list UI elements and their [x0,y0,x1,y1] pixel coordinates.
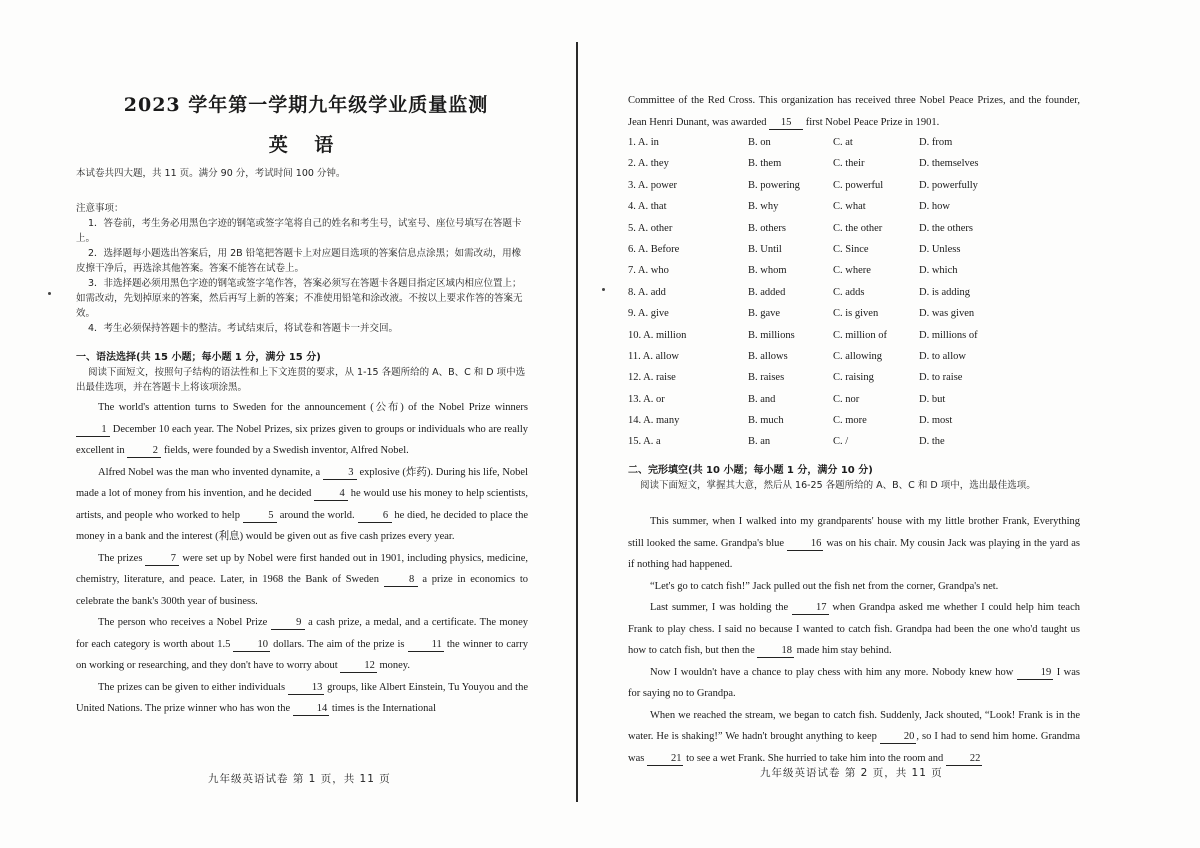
exam-subject: 英 语 [268,134,344,156]
passage-text: dollars. The aim of the prize is [269,638,408,650]
option-choice: C. powerful [833,179,884,191]
option-choice: D. the others [919,222,973,234]
answer-blank: 7 [145,553,179,566]
option-choice: C. more [833,415,867,427]
option-row [628,262,1080,283]
option-choice: D. but [919,393,946,405]
passage-paragraph [628,511,1080,576]
passage-text: the winner to carry on working or researching, and they don't have to worry about [76,638,528,671]
option-choice: B. on [748,137,771,148]
option-choice: 14. A. many [628,415,680,427]
answer-blank: 20 [880,731,917,744]
option-choice: B. powering [748,179,800,191]
option-choice: C. the other [833,222,883,234]
passage-paragraph [628,90,1080,133]
passage-text: The prizes can be given to either individuals [98,681,288,693]
passage-text: to see a wet Frank. She hurried to take him into the room and [683,752,946,764]
option-choice: D. Unless [919,243,961,255]
passage-text: When we reached the stream, we began to catch fish. Suddenly, Jack shouted, “Look! Frank is in the water. He is shaking!” We hadn't brought anything to keep [628,709,1080,742]
option-row [628,369,1080,390]
passage-text: around the world. [276,509,358,521]
option-choice: D. to allow [919,350,966,362]
passage-text: Alfred Nobel was the man who invented dynamite, a [98,466,323,478]
option-choice: B. Until [748,243,782,255]
passage-text: a cash prize, a medal, and a certificate. The money for each category is worth about 1.5 [76,617,528,650]
option-row [628,391,1080,412]
option-choice: C. is given [833,308,879,320]
note-item: 1．答卷前，考生务必用黑色字迹的钢笔或签字笔将自己的姓名和考生号，试室号、座位号填写在答题卡上。 [76,218,522,244]
option-choice: B. allows [748,350,788,362]
option-choice: C. adds [833,286,865,298]
option-choice: 3. A. power [628,179,677,191]
answer-blank: 15 [769,117,803,130]
option-choice: D. powerfully [919,179,978,191]
answer-blank: 21 [647,753,684,766]
passage-continuation [628,90,1080,133]
exam-intro: 本试卷共四大题，共 11 页。满分 90 分，考试时间 100 分钟。 [76,168,346,179]
option-row [628,327,1080,348]
option-choice: C. / [833,436,849,448]
exam-title: 2023 学年第一学期九年级学业质量监测 [123,94,489,116]
option-choice: B. and [748,393,776,405]
answer-blank: 2 [127,445,161,458]
option-choice: 1. A. in [628,137,659,148]
answer-blank: 16 [787,538,824,551]
option-choice: C. at [833,137,853,148]
passage-paragraph [76,397,528,462]
option-row [628,220,1080,241]
note-item: 4．考生必须保持答题卡的整洁。考试结束后，将试卷和答题卡一并交回。 [88,323,399,334]
page-footer: 九年级英语试卷 第 2 页，共 11 页 [760,767,943,779]
passage-text: he would use his money to help scientists, artists, and people who worked to help [76,488,529,521]
option-choice: C. allowing [833,350,882,362]
passage-1 [76,397,528,720]
answer-blank: 17 [792,602,829,615]
note-item: 2．选择题每小题选出答案后，用 2B 铅笔把答题卡上对应题目选项的答案信息点涂黑；如需改动，用橡皮擦干净后，再选涂其他答案。答案不能答在试卷上。 [76,248,522,274]
answer-blank: 19 [1017,667,1054,680]
option-choice: B. raises [748,372,785,384]
answer-blank: 18 [757,645,794,658]
answer-blank: 11 [408,639,444,652]
option-choice: D. how [919,201,950,213]
answer-blank: 3 [323,467,357,480]
passage-text: Committee of the Red Cross. This organization has received three Nobel Peace Prizes, and the founder, Jean Henri Dunant, was awarded [628,95,1080,128]
option-choice: D. is adding [919,286,971,298]
passage-text: was on his chair. My cousin Jack was playing in the yard as if nothing had happened. [628,537,1080,570]
option-choice: C. their [833,158,865,170]
passage-text: I was for saying no to Grandpa. [628,666,1080,699]
option-choice: 15. A. a [628,436,661,448]
option-choice: 13. A. or [628,393,665,405]
answer-blank: 8 [384,574,418,587]
passage-paragraph [76,612,528,677]
answer-blank: 5 [243,510,277,523]
options-list [628,134,1080,455]
option-row [628,198,1080,219]
option-choice: B. an [748,436,771,448]
option-choice: 9. A. give [628,308,669,320]
passage-text: explosive (炸药). During his life, Nobel made a lot of money from his invention, and he decided [76,466,528,499]
option-choice: D. millions of [919,329,978,341]
option-choice: C. Since [833,243,869,255]
answer-blank: 22 [946,753,983,766]
passage-2 [628,511,1080,769]
option-choice: 11. A. allow [628,350,679,362]
passage-paragraph [628,597,1080,662]
option-choice: 4. A. that [628,201,667,213]
section-2-heading: 二、完形填空(共 10 小题；每小题 1 分，满分 10 分) [628,465,873,476]
passage-text: , so I had to send him home. Grandma was [628,731,1080,764]
section-1-instruction: 阅读下面短文，按照句子结构的语法性和上下文连贯的要求，从 1-15 各题所给的 A、B、C 和 D 项中选出最佳选项，并在答题卡上将该项涂黑。 [76,367,526,393]
answer-blank: 6 [358,510,392,523]
passage-text: groups, like Albert Einstein, Tu Youyou and the United Nations. The prize winner who has won the [76,681,528,714]
option-choice: 6. A. Before [628,243,680,255]
option-choice: C. where [833,265,871,277]
note-item: 3．非选择题必须用黑色字迹的钢笔或签字笔作答，答案必须写在答题卡各题目指定区域内相应位置上；如需改动，先划掉原来的答案，然后再写上新的答案；不准使用铅笔和涂改液。不按以上要求作答的答案无效。 [76,278,523,319]
passage-text: fields, were founded by a Swedish inventor, Alfred Nobel. [161,445,409,456]
page-footer: 九年级英语试卷 第 1 页，共 11 页 [208,773,391,785]
option-choice: 10. A. million [628,329,687,341]
passage-text: money. [376,660,410,671]
section-1-heading: 一、语法选择(共 15 小题；每小题 1 分，满分 15 分) [76,352,321,363]
option-row [628,134,1080,155]
answer-blank: 13 [288,682,325,695]
option-choice: D. from [919,137,953,148]
option-choice: B. much [748,415,784,427]
option-choice: B. them [748,158,782,170]
passage-text: times is the International [329,703,436,714]
section-2 [628,463,1080,493]
option-row [628,241,1080,262]
page-divider [576,42,578,802]
passage-text: were set up by Nobel were first handed out in 1901, including physics, medicine, chemistry, literature, and peace. Later, in 1968 the Bank of Sweden [76,552,528,585]
passage-text: Now I wouldn't have a chance to play chess with him any more. Nobody knew how [650,666,1017,678]
option-row [628,433,1080,454]
option-choice: C. million of [833,329,887,341]
passage-paragraph [628,705,1080,770]
option-choice: D. to raise [919,372,963,384]
option-choice: B. others [748,222,786,234]
option-row [628,284,1080,305]
scan-speck [48,292,51,295]
scan-speck [602,288,605,291]
option-choice: C. raising [833,372,874,384]
passage-text: made him stay behind. [793,645,892,656]
answer-blank: 9 [271,617,305,630]
answer-blank: 4 [314,488,348,501]
option-row [628,305,1080,326]
section-1 [76,350,528,395]
option-row [628,412,1080,433]
passage-text: Last summer, I was holding the [650,602,793,613]
passage-text: first Nobel Peace Prize in 1901. [803,116,940,128]
option-choice: B. added [748,286,786,298]
passage-text: This summer, when I walked into my grandparents' house with my little brother Frank, Everything still looked the same. Grandpa's blue [628,516,1080,549]
passage-paragraph [76,462,528,548]
passage-text: The world's attention turns to Sweden for the announcement (公布) of the Nobel Prize winners [98,402,528,413]
passage-paragraph [76,677,528,720]
option-choice: D. the [919,436,945,448]
option-choice: B. gave [748,308,781,320]
passage-text: a prize in economics to celebrate the bank's 300th year of business. [76,574,528,607]
notes-heading: 注意事项： [76,203,124,214]
passage-text: when Grandpa asked me whether I could help him teach Frank to play chess. I said no because I wanted to catch fish. Grandpa had been the one who'd taught us how to catch fish, but then the [628,602,1080,656]
notes-section [76,201,528,336]
option-choice: B. millions [748,329,795,341]
option-choice: 7. A. who [628,265,669,277]
option-choice: C. what [833,201,866,213]
option-choice: C. nor [833,393,860,405]
option-choice: 5. A. other [628,222,673,234]
option-row [628,155,1080,176]
option-choice: 8. A. add [628,286,666,298]
option-row [628,348,1080,369]
option-row [628,177,1080,198]
option-choice: D. was given [919,308,975,320]
answer-blank: 12 [340,660,377,673]
passage-text: he died, he decided to place the money in a bank and the interest (利息) would be given out as five cash prizes every year. [76,509,528,542]
passage-text: December 10 each year. The Nobel Prizes, six prizes given to groups or individuals who are really excellent in [76,423,528,456]
passage-paragraph [76,548,528,613]
option-choice: D. which [919,265,958,277]
section-2-instruction: 阅读下面短文，掌握其大意，然后从 16-25 各题所给的 A、B、C 和 D 项中，选出最佳选项。 [640,480,1036,491]
passage-paragraph [628,662,1080,705]
passage-text: The prizes [98,552,146,564]
option-choice: D. most [919,415,953,427]
answer-blank: 14 [293,703,330,716]
option-choice: B. whom [748,265,787,277]
option-choice: B. why [748,201,779,213]
passage-text: “Let's go to catch fish!” Jack pulled out the fish net from the corner, Grandpa's net. [650,580,999,592]
answer-blank: 10 [233,639,270,652]
passage-paragraph [628,576,1080,598]
option-choice: 2. A. they [628,158,669,170]
answer-blank: 1 [76,424,110,437]
option-choice: 12. A. raise [628,372,676,384]
passage-text: The person who receives a Nobel Prize [98,617,271,628]
option-choice: D. themselves [919,158,979,170]
